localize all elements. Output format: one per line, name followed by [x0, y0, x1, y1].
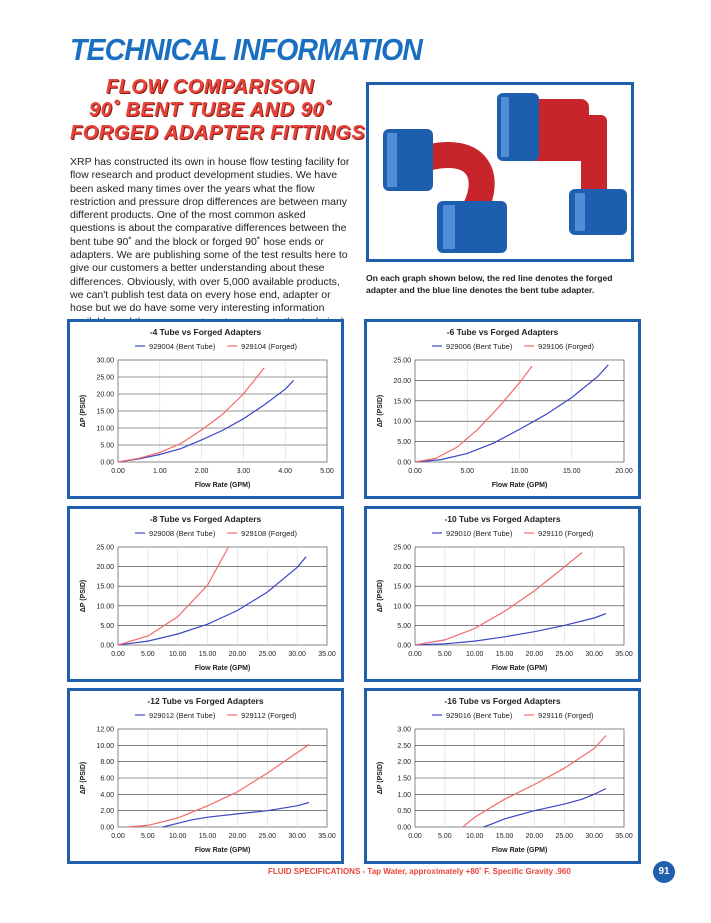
legend-label: 929012 (Bent Tube)	[149, 711, 216, 720]
chart-svg	[70, 509, 341, 679]
chart-title: -10 Tube vs Forged Adapters	[444, 514, 561, 524]
y-tick-label: 30.00	[96, 357, 114, 365]
flow-chart	[67, 506, 344, 682]
legend-label: 929112 (Forged)	[241, 711, 297, 720]
y-tick-label: 0.00	[397, 459, 411, 467]
x-tick-label: 35.00	[615, 651, 633, 658]
x-tick-label: 15.00	[495, 833, 514, 840]
x-tick-label: 0.00	[111, 651, 125, 658]
bent-tube-shape	[431, 155, 482, 209]
x-tick-label: 10.00	[465, 651, 484, 658]
x-tick-label: 35.00	[318, 833, 336, 840]
x-tick-label: 15.00	[495, 651, 514, 658]
x-tick-label: 20.00	[228, 651, 247, 658]
forged-nut-bottom-highlight	[575, 193, 585, 231]
x-tick-label: 30.00	[585, 833, 603, 840]
x-tick-label: 10.00	[168, 651, 187, 658]
y-tick-label: 1.00	[397, 791, 411, 799]
x-tick-label: 5.00	[141, 651, 155, 658]
y-tick-label: 0.00	[100, 459, 114, 467]
x-tick-label: 35.00	[318, 651, 336, 658]
intro-paragraph: XRP has constructed its own in house flow testing facility for flow research and product development studies. We have been asked many times over the years what the flow restriction and pressure drop differences are between many different products. One of the most common asked questions is about the comparative differences between the bent tube 90˚ and the block or forged 90˚ hose ends or adapters. We are publishing some of the test results here to give our customers a better understanding about these differences. Obviously, with over 5,000 available products, we can't publish test data on every hose end, adapter or hose but we do have some very interesting information	[70, 156, 350, 315]
chart-svg	[70, 691, 341, 861]
forged-nut-highlight	[501, 97, 509, 157]
legend-label: 929006 (Bent Tube)	[446, 342, 513, 351]
flow-chart	[364, 688, 641, 864]
x-axis-label: Flow Rate (GPM)	[194, 665, 251, 672]
x-tick-label: 30.00	[288, 833, 306, 840]
chart-svg	[367, 322, 638, 496]
fittings-photo	[366, 82, 634, 262]
x-tick-label: 5.00	[438, 833, 452, 840]
y-tick-label: 15.00	[393, 583, 411, 591]
x-tick-label: 5.00	[141, 833, 155, 840]
x-tick-label: 10.00	[510, 468, 529, 475]
flow-chart	[67, 688, 344, 864]
section-heading	[70, 76, 366, 145]
x-tick-label: 0.00	[408, 833, 422, 840]
x-tick-label: 10.00	[465, 833, 484, 840]
section-heading-line: 90˚ BENT TUBE AND 90˚	[88, 99, 331, 121]
y-axis-label: ΔP (PSID)	[377, 579, 384, 613]
x-tick-label: 5.00	[320, 468, 334, 475]
chart-svg	[70, 322, 341, 496]
x-tick-label: 0.00	[408, 651, 422, 658]
x-tick-label: 5.00	[460, 468, 475, 475]
y-axis-label: ΔP (PSID)	[80, 394, 87, 428]
y-tick-label: 0.50	[397, 808, 411, 816]
y-tick-label: 0.00	[100, 642, 114, 650]
x-tick-label: 0.00	[111, 833, 125, 840]
chart-title: -4 Tube vs Forged Adapters	[149, 327, 262, 337]
fluid-specifications-footer: FLUID SPECIFICATIONS - Tap Water, approximately +80˚ F. Specific Gravity .960	[268, 867, 571, 876]
y-tick-label: 12.00	[96, 726, 114, 734]
legend-label: 929010 (Bent Tube)	[446, 529, 513, 538]
bent-nut-left-highlight	[387, 133, 397, 187]
y-tick-label: 2.00	[100, 808, 114, 816]
x-tick-label: 1.00	[152, 468, 167, 475]
y-tick-label: 3.00	[397, 726, 411, 734]
y-tick-label: 0.00	[100, 824, 114, 832]
bent-nut-bottom-highlight	[443, 205, 455, 249]
flow-chart	[67, 319, 344, 499]
x-tick-label: 0.00	[408, 468, 422, 475]
legend-label: 929008 (Bent Tube)	[149, 529, 216, 538]
chart-title: -6 Tube vs Forged Adapters	[446, 327, 559, 337]
x-axis-label: Flow Rate (GPM)	[491, 847, 548, 854]
x-tick-label: 30.00	[288, 651, 306, 658]
x-tick-label: 20.00	[525, 651, 544, 658]
chart-title: -12 Tube vs Forged Adapters	[147, 696, 264, 706]
forged-leg-shape	[581, 115, 607, 201]
x-tick-label: 15.00	[198, 833, 217, 840]
x-axis-label: Flow Rate (GPM)	[491, 482, 548, 489]
chart-svg	[367, 691, 638, 861]
x-tick-label: 25.00	[258, 833, 277, 840]
y-tick-label: 25.00	[96, 544, 114, 552]
plot-area	[118, 547, 327, 645]
bent-tube-and-forged-fittings-photo-icon	[369, 85, 631, 259]
x-tick-label: 2.00	[194, 468, 209, 475]
legend-label: 929108 (Forged)	[241, 529, 298, 538]
legend-label: 929116 (Forged)	[538, 711, 594, 720]
x-tick-label: 25.00	[555, 833, 574, 840]
y-tick-label: 1.50	[397, 775, 411, 783]
section-heading-line: FORGED ADAPTER FITTINGS	[70, 122, 366, 144]
y-tick-label: 10.00	[393, 418, 411, 426]
x-tick-label: 0.00	[111, 468, 125, 475]
y-tick-label: 10.00	[96, 742, 114, 750]
y-tick-label: 6.00	[100, 775, 114, 783]
chart-title: -16 Tube vs Forged Adapters	[444, 696, 561, 706]
x-tick-label: 3.00	[236, 468, 251, 475]
y-tick-label: 20.00	[96, 391, 114, 399]
y-tick-label: 4.00	[100, 791, 114, 799]
graph-caption: On each graph shown below, the red line denotes the forged adapter and the blue line denotes the bent tube adapter.	[366, 273, 613, 295]
x-tick-label: 15.00	[198, 651, 217, 658]
plot-area	[415, 547, 624, 645]
y-tick-label: 10.00	[393, 603, 411, 611]
y-tick-label: 5.00	[100, 442, 114, 450]
legend-label: 929016 (Bent Tube)	[446, 711, 513, 720]
x-tick-label: 5.00	[438, 651, 452, 658]
y-tick-label: 20.00	[96, 564, 114, 572]
flow-chart	[364, 506, 641, 682]
page-title: TECHNICAL INFORMATION	[70, 32, 422, 67]
y-axis-label: ΔP (PSID)	[80, 761, 87, 795]
y-tick-label: 2.00	[397, 759, 411, 767]
flow-chart	[364, 319, 641, 499]
x-tick-label: 4.00	[278, 468, 293, 475]
chart-svg	[367, 509, 638, 679]
x-axis-label: Flow Rate (GPM)	[194, 482, 251, 489]
legend-label: 929106 (Forged)	[538, 342, 595, 351]
x-tick-label: 20.00	[615, 468, 633, 475]
legend-label: 929104 (Forged)	[241, 342, 298, 351]
y-tick-label: 25.00	[393, 357, 411, 365]
x-tick-label: 10.00	[168, 833, 187, 840]
legend-label: 929110 (Forged)	[538, 529, 594, 538]
y-tick-label: 25.00	[393, 544, 411, 552]
chart-title: -8 Tube vs Forged Adapters	[149, 514, 262, 524]
y-tick-label: 25.00	[96, 374, 114, 382]
y-tick-label: 2.50	[397, 742, 411, 750]
y-tick-label: 15.00	[96, 408, 114, 416]
x-axis-label: Flow Rate (GPM)	[194, 847, 251, 854]
y-axis-label: ΔP (PSID)	[377, 394, 384, 428]
x-axis-label: Flow Rate (GPM)	[491, 665, 548, 672]
x-tick-label: 30.00	[585, 651, 603, 658]
y-tick-label: 5.00	[100, 622, 114, 630]
x-tick-label: 15.00	[562, 468, 581, 475]
section-heading-line: FLOW COMPARISON	[105, 76, 315, 98]
y-axis-label: ΔP (PSID)	[377, 761, 384, 795]
y-tick-label: 5.00	[397, 622, 411, 630]
y-axis-label: ΔP (PSID)	[80, 579, 87, 613]
x-tick-label: 35.00	[615, 833, 633, 840]
y-tick-label: 5.00	[397, 439, 411, 447]
y-tick-label: 0.00	[397, 642, 411, 650]
y-tick-label: 20.00	[393, 377, 411, 385]
y-tick-label: 20.00	[393, 564, 411, 572]
x-tick-label: 25.00	[258, 651, 277, 658]
y-tick-label: 10.00	[96, 425, 114, 433]
x-tick-label: 20.00	[525, 833, 544, 840]
x-tick-label: 20.00	[228, 833, 247, 840]
y-tick-label: 8.00	[100, 759, 114, 767]
x-tick-label: 25.00	[555, 651, 574, 658]
y-tick-label: 0.00	[397, 824, 411, 832]
y-tick-label: 15.00	[393, 398, 411, 406]
y-tick-label: 10.00	[96, 603, 114, 611]
legend-label: 929004 (Bent Tube)	[149, 342, 216, 351]
page-number: 91	[653, 861, 675, 883]
y-tick-label: 15.00	[96, 583, 114, 591]
